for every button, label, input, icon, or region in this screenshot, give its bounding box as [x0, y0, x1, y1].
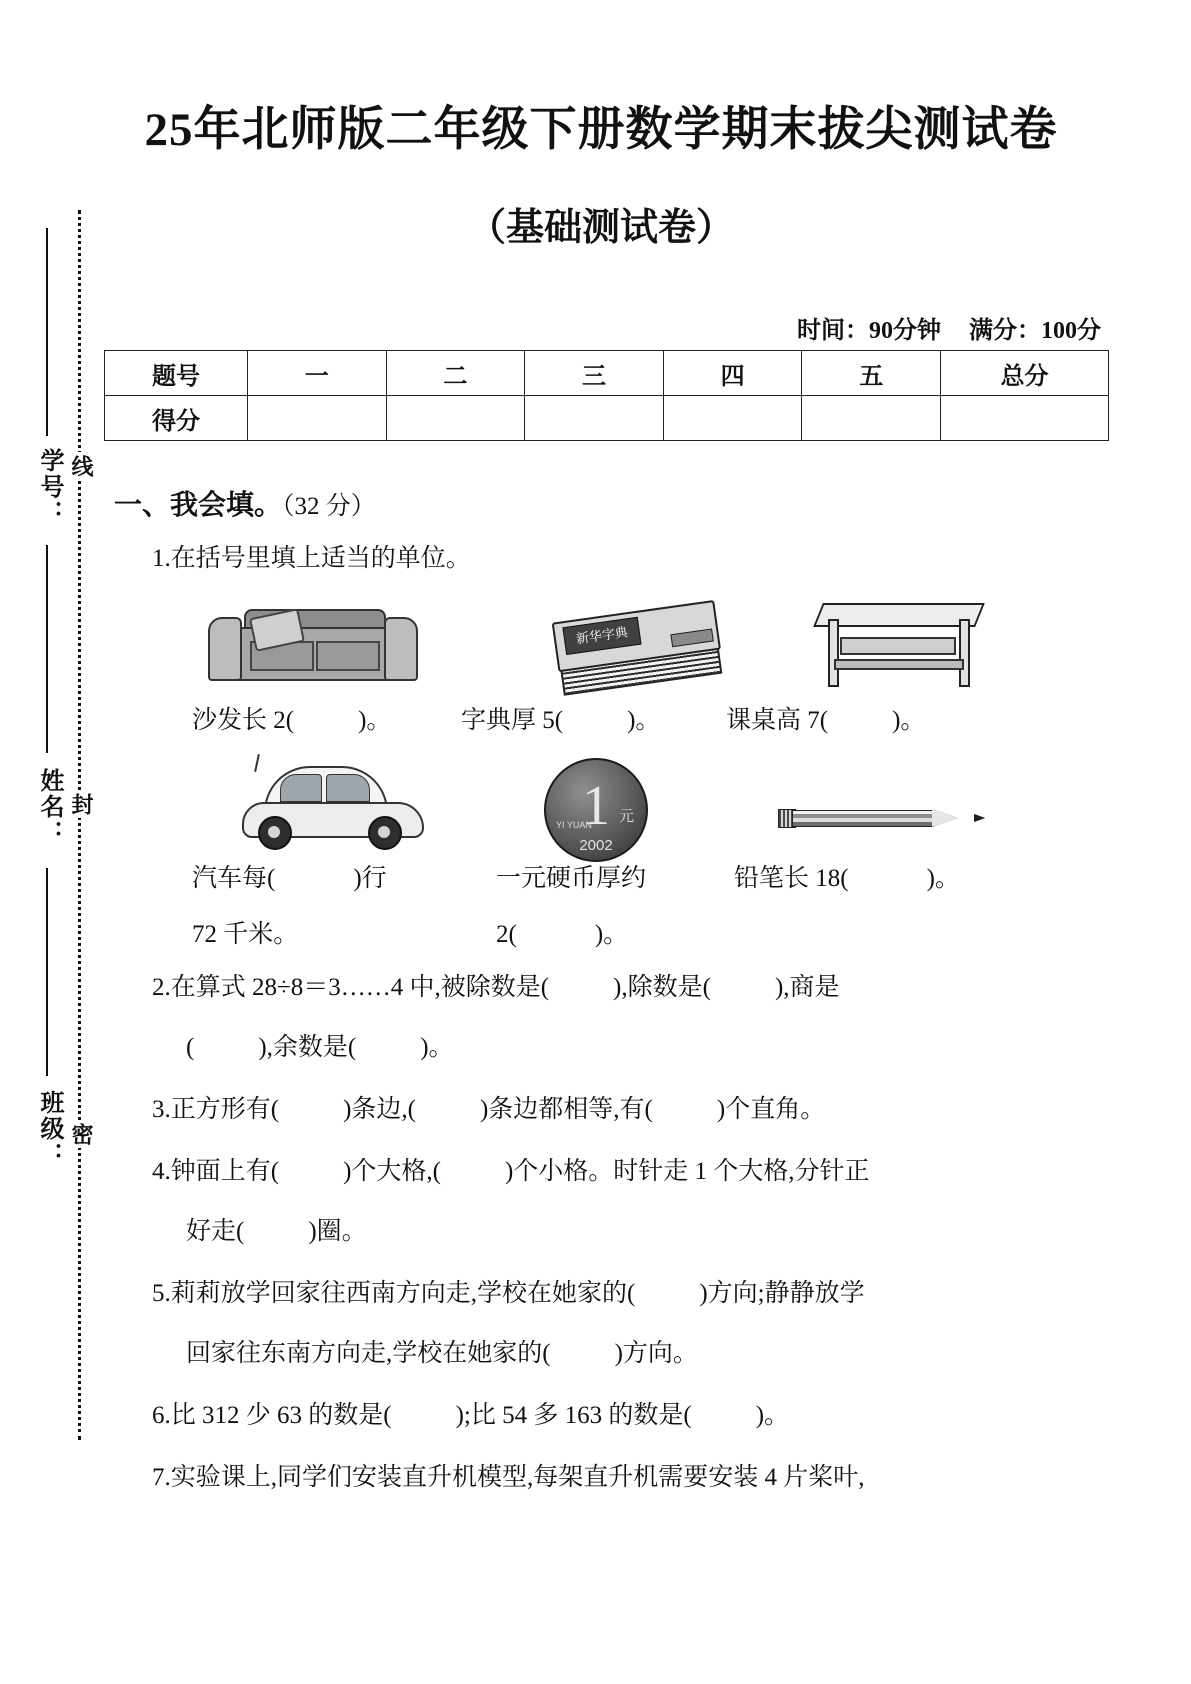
caption-coin-line2-pre: 2( [496, 921, 517, 948]
coin-illustration [544, 758, 648, 862]
score-header-3: 三 [525, 351, 664, 396]
caption-sofa-end: )。 [358, 707, 392, 734]
field-class: 班级： [36, 1090, 62, 1168]
sofa-arm-right [384, 617, 418, 681]
caption-desk-text: 课桌高 7( [726, 707, 829, 734]
question-1-text: 在括号里填上适当的单位。 [170, 545, 471, 572]
table-row-header [105, 351, 1109, 396]
coin-value-label: 1 [582, 775, 610, 837]
score-header-2: 二 [386, 351, 525, 396]
field-student-id: 学号： [36, 448, 62, 526]
desk-shelf-lower [834, 659, 964, 670]
desk-shelf-upper [840, 637, 956, 655]
caption-pencil-end: )。 [926, 865, 960, 892]
score-cell-4[interactable] [663, 396, 802, 441]
page-title: 25年北师版二年级下册数学期末拔尖测试卷 [144, 104, 1058, 156]
score-header-label: 题号 [105, 351, 248, 396]
desk-leg-right [959, 619, 970, 687]
question-2-line-1 [152, 975, 840, 1000]
score-cell-3[interactable] [525, 396, 664, 441]
question-2-line2-a: ( [186, 1034, 195, 1061]
dictionary-title-label: 新华字典 [562, 617, 641, 655]
caption-dictionary-text: 字典厚 5( [461, 707, 564, 734]
question-2-line2-c: )。 [420, 1034, 454, 1061]
question-5-text-a: 5.莉莉放学回家往西南方向走,学校在她家的( [152, 1280, 636, 1307]
dictionary-illustration [548, 609, 728, 687]
section-one-points: （32 分） [282, 493, 376, 520]
coin-pinyin-label: YI YUAN [556, 820, 592, 830]
field-name: 姓名： [36, 768, 62, 846]
question-2-text-b: ),除数是( [613, 974, 711, 1001]
question-3-text-c: )条边都相等,有( [479, 1096, 653, 1123]
seal-dotted-line [78, 210, 81, 1440]
seal-line-margin [0, 0, 96, 1684]
car-wheel-front [258, 816, 292, 850]
question-4-line-1 [152, 1159, 870, 1184]
question-6-text-c: )。 [755, 1402, 790, 1429]
margin-rule-2 [46, 545, 48, 753]
car-antenna [254, 754, 260, 772]
caption-car-line2: 72 千米。 [192, 921, 299, 948]
car-illustration [234, 762, 434, 854]
car-wheel-rear [368, 816, 402, 850]
caption-dictionary-end: )。 [627, 707, 661, 734]
desk-illustration [814, 601, 984, 685]
question-1-number: 1. [152, 545, 171, 572]
sofa-illustration [208, 605, 418, 683]
score-header-total: 总分 [941, 351, 1109, 396]
pencil-tip [932, 809, 958, 827]
desk-leg-left [828, 619, 839, 687]
caption-coin-line2 [496, 914, 628, 950]
coin-year-label: 2002 [579, 837, 613, 854]
score-cell-total[interactable] [941, 396, 1109, 441]
question-2-text-c: ),商是 [774, 974, 840, 1001]
score-cell-5[interactable] [802, 396, 941, 441]
caption-car [192, 858, 387, 894]
question-3-text-d: )个直角。 [716, 1096, 826, 1123]
caption-desk-end: )。 [892, 707, 926, 734]
question-2-line2-b: ),余数是( [258, 1034, 357, 1061]
seal-char-line: 线 [66, 452, 97, 480]
caption-dictionary [461, 700, 660, 736]
question-4-text-b: )个大格,( [343, 1158, 441, 1185]
section-one-title: 一、我会填。 [114, 490, 283, 521]
question-1 [152, 546, 471, 571]
score-row-label: 得分 [105, 396, 248, 441]
sofa-cushion-right [316, 641, 380, 671]
margin-rule-3 [46, 868, 48, 1076]
margin-rule-1 [46, 228, 48, 436]
exam-meta [797, 310, 1101, 345]
car-window-front [280, 774, 322, 802]
question-4-text-a: 4.钟面上有( [152, 1158, 280, 1185]
question-5-line-2 [186, 1341, 698, 1366]
question-5-text-b: )方向;静静放学 [699, 1280, 865, 1307]
exam-time: 时间：90分钟 [797, 318, 941, 344]
caption-sofa [192, 700, 391, 736]
score-header-5: 五 [802, 351, 941, 396]
score-table [104, 350, 1109, 441]
caption-car-text: 汽车每( [192, 865, 276, 892]
question-7: 7.实验课上,同学们安装直升机模型,每架直升机需要安装 4 片桨叶, [152, 1464, 865, 1491]
caption-car-end: )行 [353, 865, 387, 892]
question-5-line2-a: 回家往东南方向走,学校在她家的( [186, 1340, 551, 1367]
question-4-text-c: )个小格。时针走 1 个大格,分针正 [504, 1158, 870, 1185]
score-header-1: 一 [248, 351, 387, 396]
question-6-text-b: );比 54 多 163 的数是( [455, 1402, 692, 1429]
score-cell-1[interactable] [248, 396, 387, 441]
pencil-illustration [776, 806, 966, 830]
seal-char-seal: 封 [66, 790, 97, 818]
caption-coin-line2-end: )。 [594, 921, 629, 948]
section-one-heading [114, 483, 376, 523]
page-subtitle: （基础测试卷） [467, 207, 734, 249]
caption-pencil-text: 铅笔长 18( [734, 865, 849, 892]
exam-page [96, 0, 1191, 1684]
pencil-shaft [792, 810, 934, 827]
question-5-line-1 [152, 1281, 865, 1306]
question-3 [152, 1097, 825, 1122]
question-6 [152, 1403, 789, 1428]
question-4-line2-a: 好走( [186, 1218, 245, 1245]
question-4-line-2 [186, 1219, 367, 1244]
caption-coin: 一元硬币厚约 [496, 865, 647, 892]
question-2-line-2 [186, 1035, 454, 1060]
caption-desk [726, 700, 925, 736]
exam-fullmark: 满分：100分 [969, 318, 1101, 344]
score-cell-2[interactable] [386, 396, 525, 441]
car-window-rear [326, 774, 370, 802]
question-4-line2-b: )圈。 [308, 1218, 367, 1245]
score-header-4: 四 [663, 351, 802, 396]
sofa-arm-left [208, 617, 242, 681]
question-6-text-a: 6.比 312 少 63 的数是( [152, 1402, 392, 1429]
caption-pencil [734, 858, 960, 894]
caption-sofa-text: 沙发长 2( [192, 707, 295, 734]
question-3-text-a: 3.正方形有( [152, 1096, 280, 1123]
coin-unit-label: 元 [618, 809, 634, 825]
question-5-line2-b: )方向。 [614, 1340, 698, 1367]
seal-char-secret: 密 [66, 1120, 97, 1148]
question-2-text-a: 2.在算式 28÷8＝3……4 中,被除数是( [152, 974, 550, 1001]
question-3-text-b: )条边,( [343, 1096, 416, 1123]
table-row-score [105, 396, 1109, 441]
